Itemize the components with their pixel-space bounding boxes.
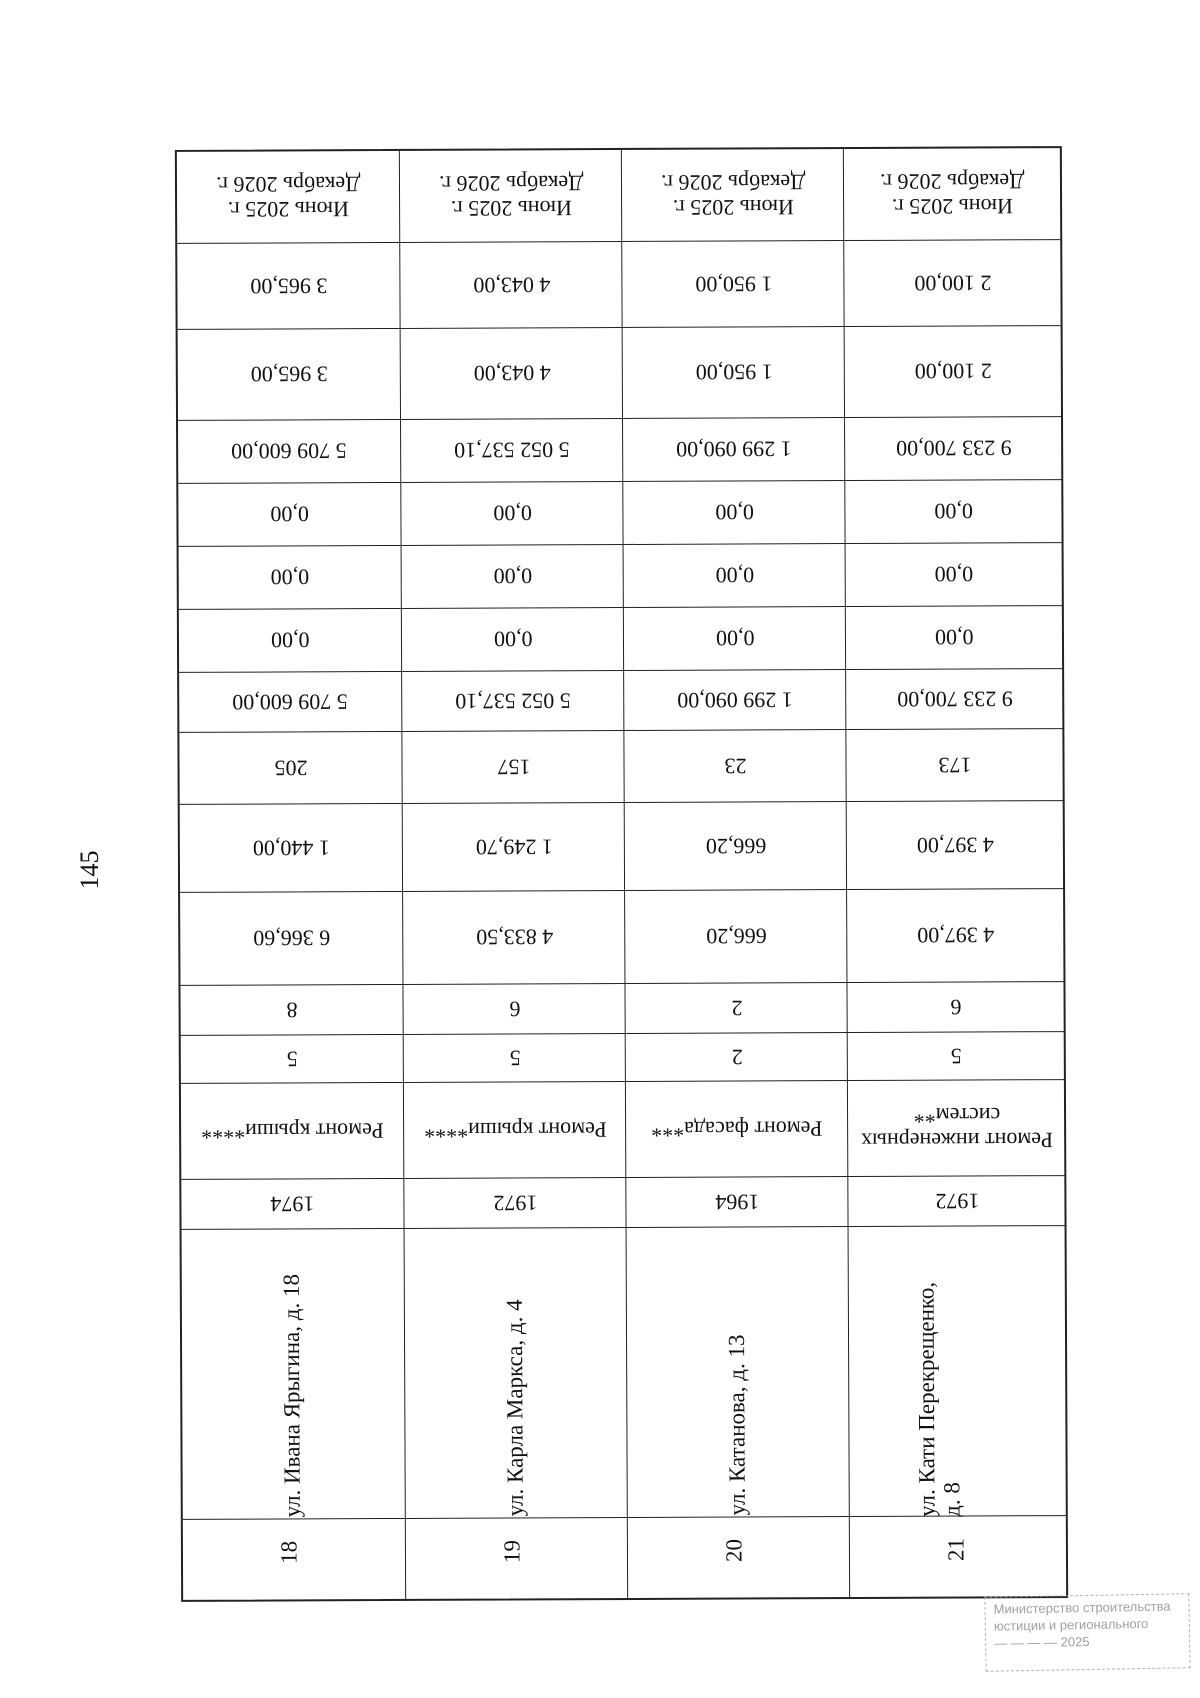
- period-start: Июнь 2025 г.: [672, 195, 794, 221]
- work-type-line2: систем**: [913, 1102, 1000, 1129]
- row-number: 18: [276, 1540, 302, 1565]
- period-end: Декабрь 2026 г.: [880, 168, 1025, 195]
- work-type-cell: Ремонт фасада***: [626, 1080, 848, 1177]
- residents-cell: 157: [402, 730, 624, 803]
- area-total-cell: 4 833,50: [403, 890, 625, 984]
- row-number-cell: [406, 1517, 628, 1599]
- area-living-cell: 4 397,00: [847, 800, 1064, 889]
- page-number: 145: [75, 850, 104, 890]
- work-type-cell: Ремонт крыши****: [404, 1081, 626, 1178]
- cost-a-cell: 0,00: [845, 479, 1062, 543]
- year-cell: 1974: [181, 1178, 403, 1229]
- limit-cost-cell: 4 043,00: [400, 241, 622, 328]
- period-end: Декабрь 2026 г.: [660, 169, 806, 196]
- row-number-cell: [183, 1518, 405, 1600]
- unit-cost-cell: 1 950,00: [623, 326, 845, 418]
- period-cell: [400, 150, 622, 242]
- unit-cost-cell: 3 965,00: [178, 328, 400, 420]
- table-row: [843, 148, 1067, 1597]
- row-number-cell: [628, 1516, 850, 1598]
- v1-cell: 5: [181, 1034, 403, 1083]
- cost-total-cell: 5 052 537,10: [401, 418, 623, 482]
- cost-b-cell: 0,00: [624, 543, 846, 607]
- area-living-cell: 1 249,70: [403, 802, 625, 891]
- cost-d-cell: 5 052 537,10: [402, 670, 624, 731]
- cost-total-cell: 5 709 600,00: [178, 419, 400, 483]
- period-start: Июнь 2025 г.: [891, 194, 1014, 220]
- v1-cell: 5: [848, 1031, 1065, 1080]
- registration-stamp: [984, 1593, 1190, 1672]
- unit-cost-cell: 2 100,00: [845, 325, 1062, 417]
- row-number: 21: [943, 1537, 969, 1562]
- work-type-cell: Ремонт крыши****: [181, 1082, 403, 1179]
- limit-cost-cell: 3 965,00: [177, 242, 399, 329]
- cost-a-cell: 0,00: [401, 481, 623, 545]
- address-cell: [182, 1228, 405, 1519]
- area-living-cell: 1 440,00: [180, 803, 402, 892]
- cost-total-cell: 9 233 700,00: [845, 416, 1062, 480]
- residents-cell: 23: [624, 729, 846, 802]
- cost-b-cell: 0,00: [402, 544, 624, 608]
- v2-cell: 6: [403, 983, 625, 1034]
- limit-cost-cell: 2 100,00: [844, 239, 1061, 326]
- cost-a-cell: 0,00: [623, 480, 845, 544]
- area-total-cell: 4 397,00: [847, 888, 1064, 982]
- cost-d-cell: 5 709 600,00: [179, 671, 401, 732]
- area-total-cell: 666,20: [625, 889, 847, 983]
- v2-cell: 2: [625, 982, 847, 1033]
- limit-cost-cell: 1 950,00: [622, 240, 844, 327]
- table-row: [177, 151, 405, 1600]
- stamp-line1: Министерство строительства: [993, 1598, 1171, 1617]
- year-cell: 1972: [848, 1175, 1065, 1226]
- v1-cell: 2: [626, 1032, 848, 1081]
- row-number: 20: [721, 1538, 747, 1563]
- year-cell: 1972: [404, 1177, 626, 1228]
- work-type-cell: [848, 1079, 1065, 1176]
- year-cell: 1964: [626, 1176, 848, 1227]
- capital-repair-table: [175, 146, 1068, 1602]
- period-end: Декабрь 2026 г.: [438, 170, 584, 197]
- cost-c-cell: 0,00: [179, 608, 401, 672]
- period-end: Декабрь 2026 г.: [215, 171, 361, 198]
- address-text: ул. Катанова, д. 13: [724, 1334, 750, 1516]
- residents-cell: 173: [846, 728, 1063, 801]
- address-text: ул. Ивана Ярыгина, д. 18: [278, 1274, 305, 1518]
- cost-d-cell: 9 233 700,00: [846, 668, 1063, 729]
- area-total-cell: 6 366,60: [180, 891, 402, 985]
- cost-d-cell: 1 299 090,00: [624, 669, 846, 730]
- address-text: ул. Карла Маркса, д. 4: [501, 1299, 528, 1517]
- address-cell: [849, 1225, 1067, 1516]
- table-row: [399, 150, 628, 1599]
- period-cell: [177, 151, 399, 243]
- period-cell: [844, 148, 1061, 240]
- v2-cell: 6: [847, 981, 1064, 1032]
- address-text: ул. Кати Перекрещенко, д. 8: [913, 1281, 965, 1518]
- row-number: 19: [499, 1539, 525, 1564]
- period-cell: [622, 149, 844, 241]
- area-living-cell: 666,20: [625, 801, 847, 890]
- unit-cost-cell: 4 043,00: [401, 327, 623, 419]
- v2-cell: 8: [180, 984, 402, 1035]
- table-row: [621, 149, 850, 1598]
- v1-cell: 5: [404, 1033, 626, 1082]
- row-number-cell: [850, 1515, 1067, 1597]
- cost-b-cell: 0,00: [179, 545, 401, 609]
- stamp-line3: — — — — 2025: [994, 1633, 1090, 1651]
- period-start: Июнь 2025 г.: [227, 196, 349, 223]
- address-cell: [405, 1227, 628, 1518]
- cost-a-cell: 0,00: [178, 482, 400, 546]
- cost-total-cell: 1 299 090,00: [623, 417, 845, 481]
- stamp-line2: юстиции и регионального: [993, 1615, 1149, 1634]
- cost-c-cell: 0,00: [624, 606, 846, 670]
- cost-c-cell: 0,00: [402, 607, 624, 671]
- period-start: Июнь 2025 г.: [450, 196, 572, 222]
- cost-c-cell: 0,00: [846, 605, 1063, 669]
- work-type-line1: Ремонт инженерных: [860, 1127, 1053, 1154]
- cost-b-cell: 0,00: [846, 542, 1063, 606]
- address-cell: [627, 1226, 850, 1517]
- residents-cell: 205: [179, 731, 401, 804]
